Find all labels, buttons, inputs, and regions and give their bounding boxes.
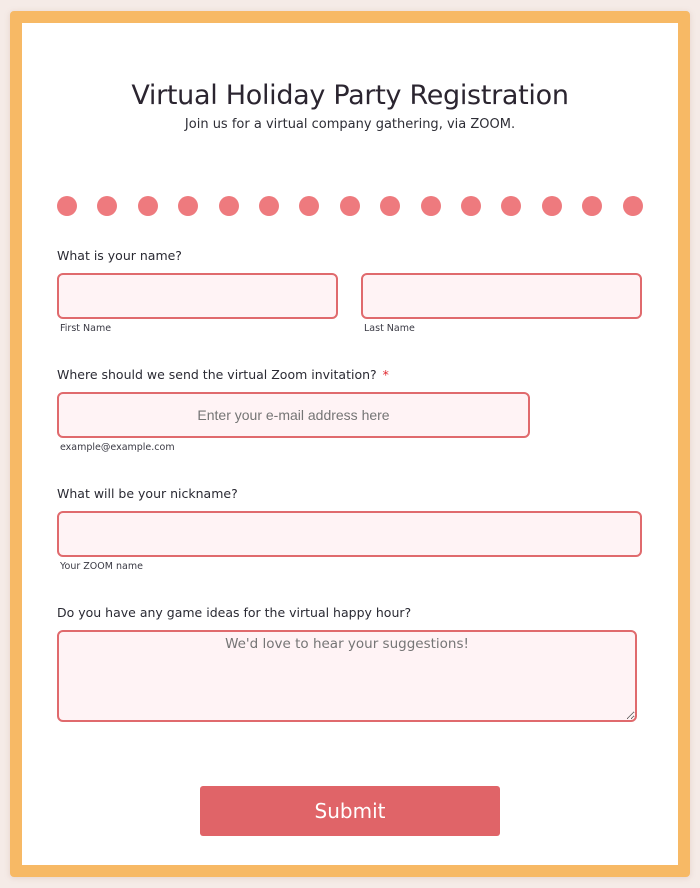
divider-dot [461, 196, 481, 216]
divider-dot [380, 196, 400, 216]
divider-dot [340, 196, 360, 216]
divider-dot [259, 196, 279, 216]
divider-dot [97, 196, 117, 216]
name-question-label: What is your name? [57, 248, 182, 263]
nickname-question-label: What will be your nickname? [57, 486, 238, 501]
divider-dot [57, 196, 77, 216]
games-question-label: Do you have any game ideas for the virtual happy hour? [57, 605, 412, 620]
email-sublabel: example@example.com [60, 442, 175, 453]
email-question-label [57, 367, 389, 383]
divider-dot [138, 196, 158, 216]
divider-dot [623, 196, 643, 216]
first-name-input[interactable] [57, 273, 338, 319]
last-name-input[interactable] [361, 273, 642, 319]
first-name-sublabel: First Name [60, 323, 112, 334]
dotted-divider [57, 196, 643, 218]
game-ideas-textarea[interactable] [57, 630, 637, 722]
required-mark: * [382, 367, 389, 382]
divider-dot [219, 196, 239, 216]
divider-dot [542, 196, 562, 216]
nickname-input[interactable] [57, 511, 642, 557]
nickname-sublabel: Your ZOOM name [60, 561, 143, 572]
divider-dot [582, 196, 602, 216]
last-name-sublabel: Last Name [364, 323, 415, 334]
divider-dot [421, 196, 441, 216]
divider-dot [178, 196, 198, 216]
submit-button[interactable]: Submit [200, 786, 500, 836]
email-question-text: Where should we send the virtual Zoom invitation? [57, 367, 377, 382]
email-input[interactable] [57, 392, 530, 438]
form-subtitle: Join us for a virtual company gathering, via ZOOM. [184, 117, 516, 132]
form-title: Virtual Holiday Party Registration [131, 80, 569, 111]
divider-dot [501, 196, 521, 216]
registration-form-card [10, 11, 690, 877]
divider-dot [299, 196, 319, 216]
